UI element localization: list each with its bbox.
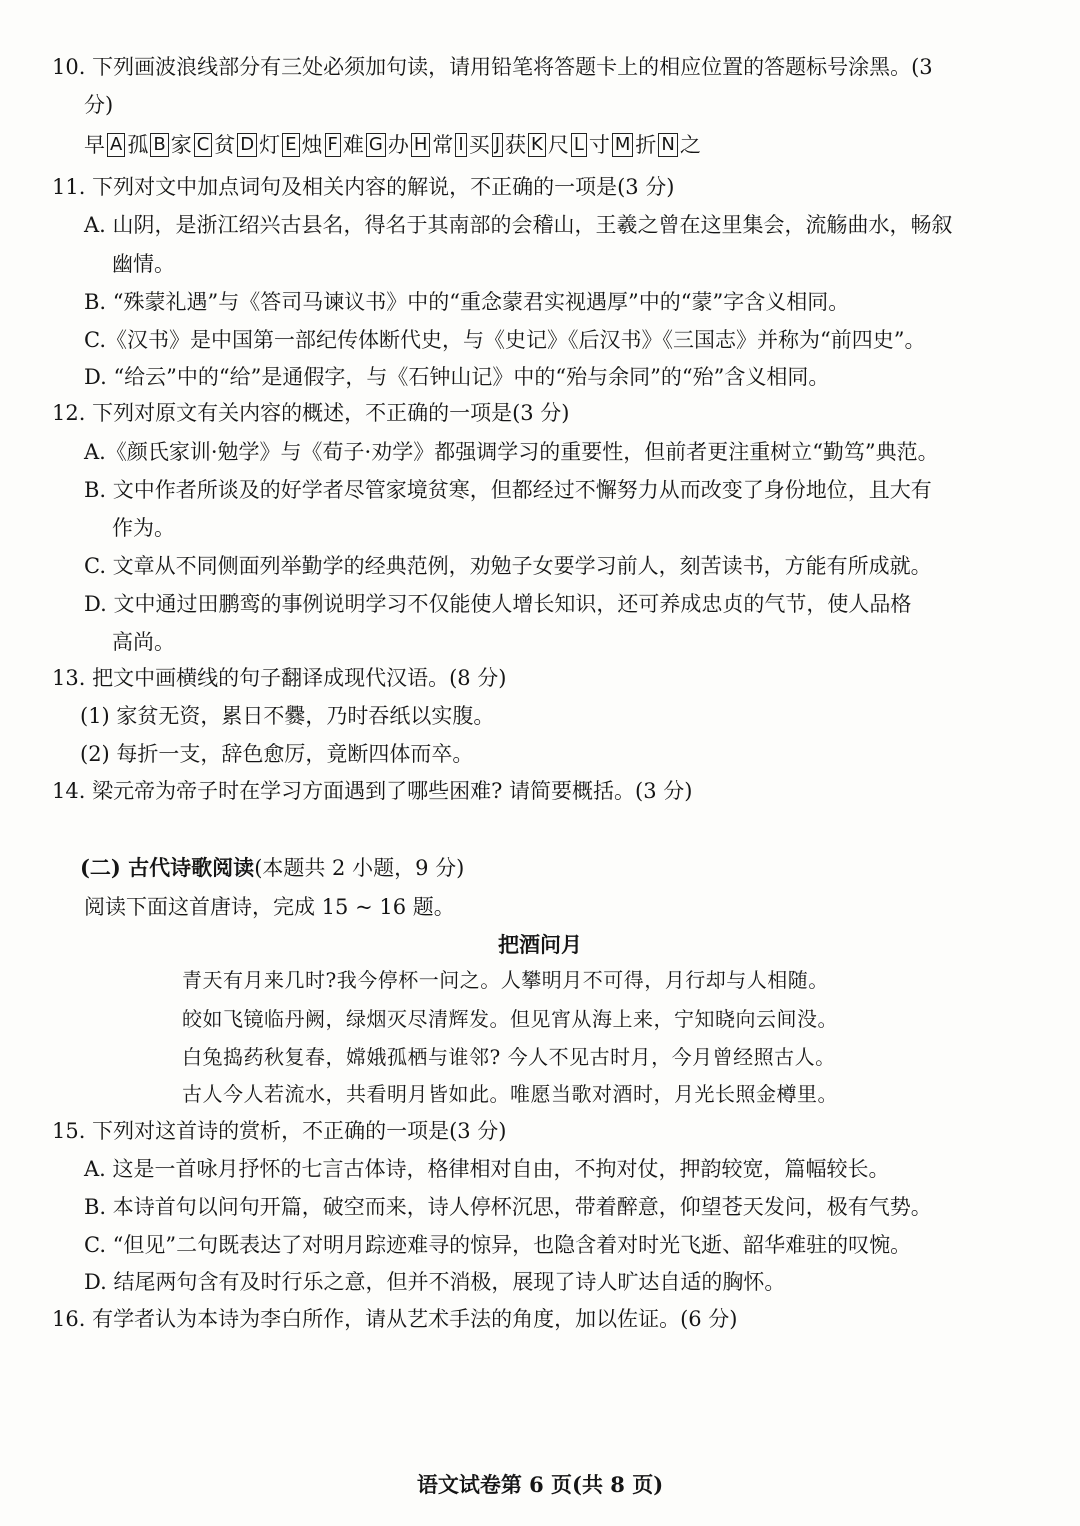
q10-char: 孤 [127,133,149,157]
q10-punctuation-row [84,130,701,160]
q10-box-c[interactable]: C [194,133,213,157]
q10-box-i[interactable]: I [455,133,466,157]
section2-heading-note: (本题共 2 小题，9 分) [254,856,465,880]
q12-option-d: D. 文中通过田鹏鸾的事例说明学习不仅能使人增长知识，还可养成忠贞的气节，使人品格 [84,592,912,616]
q10-char: 寸 [588,133,610,157]
q15-stem: 15. 下列对这首诗的赏析，不正确的一项是(3 分) [52,1119,507,1143]
q10-char: 早 [84,133,105,157]
q11-option-a: A. 山阴，是浙江绍兴古县名，得名于其南部的会稽山，王羲之曾在这里集会，流觞曲水，畅叙 [84,213,953,237]
q10-box-g[interactable]: G [366,133,386,157]
q11-option-b: B. “殊蒙礼遇”与《答司马谏议书》中的“重念蒙君实视遇厚”中的“蒙”字含义相同。 [84,290,850,314]
page-footer: 语文试卷第 6 页(共 8 页) [416,1472,664,1497]
q10-char: 家 [170,133,192,157]
poem-line: 青天有月来几时?我今停杯一问之。人攀明月不可得，月行却与人相随。 [182,968,829,992]
q10-box-f[interactable]: F [325,133,341,157]
q13-sentence-1: (1) 家贫无资，累日不爨，乃时吞纸以实腹。 [80,704,495,728]
section2-heading: (二) 古代诗歌阅读 [80,855,255,880]
q10-box-k[interactable]: K [528,133,546,157]
section2-instruction: 阅读下面这首唐诗，完成 15 ~ 16 题。 [84,895,455,919]
poem-line: 古人今人若流水，共看明月皆如此。唯愿当歌对酒时，月光长照金樽里。 [182,1082,838,1106]
q10-char: 获 [505,133,526,157]
q13-stem: 13. 把文中画横线的句子翻译成现代汉语。(8 分) [52,666,507,690]
q12-option-c: C. 文章从不同侧面列举勤学的经典范例，劝勉子女要学习前人，刻苦读书，方能有所成就。 [84,554,932,578]
q10-char: 之 [679,133,701,157]
q12-option-a: A.《颜氏家训·勉学》与《荀子·劝学》都强调学习的重要性，但前者更注重树立“勤笃”典范。 [84,440,939,464]
q10-char: 买 [468,133,490,157]
q10-box-m[interactable]: M [612,133,634,157]
q10-char: 灯 [259,133,281,157]
q10-char: 烛 [301,133,323,157]
q15-option-d: D. 结尾两句含有及时行乐之意，但并不消极，展现了诗人旷达自适的胸怀。 [84,1270,786,1294]
section2-heading-row [80,853,464,883]
q12-option-b-cont: 作为。 [112,516,175,540]
q10-char: 难 [342,133,364,157]
q11-option-d: D. “给云”中的“给”是通假字，与《石钟山记》中的“殆与余同”的“殆”含义相同。 [84,365,830,389]
q10-char: 折 [635,133,657,157]
q15-option-c: C. “但见”二句既表达了对明月踪迹难寻的惊异，也隐含着对时光飞逝、韶华难驻的叹惋。 [84,1233,912,1257]
q15-option-a: A. 这是一首咏月抒怀的七言古体诗，格律相对自由，不拘对仗，押韵较宽，篇幅较长。 [84,1157,890,1181]
q16-stem: 16. 有学者认为本诗为李白所作，请从艺术手法的角度，加以佐证。(6 分) [52,1307,738,1331]
poem-title: 把酒问月 [498,932,582,957]
q10-box-a[interactable]: A [107,133,125,157]
q11-stem: 11. 下列对文中加点词句及相关内容的解说，不正确的一项是(3 分) [52,175,675,199]
q11-option-c: C.《汉书》是中国第一部纪传体断代史，与《史记》《后汉书》《三国志》并称为“前四史”。 [84,328,926,352]
q10-char: 贫 [214,133,236,157]
q10-char: 常 [432,133,454,157]
q11-option-a-cont: 幽情。 [112,252,175,276]
q15-option-b: B. 本诗首句以问句开篇，破空而来，诗人停杯沉思，带着醉意，仰望苍天发问，极有气势。 [84,1195,932,1219]
q10-char: 尺 [547,133,569,157]
q12-option-d-cont: 高尚。 [112,630,175,654]
q10-box-l[interactable]: L [571,133,587,157]
q10-box-e[interactable]: E [282,133,299,157]
q10-char: 办 [387,133,409,157]
q13-sentence-2: (2) 每折一支，辞色愈厉，竟断四体而卒。 [80,742,474,766]
q10-stem-line1: 10. 下列画波浪线部分有三处必须加句读，请用铅笔将答题卡上的相应位置的答题标号涂黑。(3 [52,55,933,79]
q12-stem: 12. 下列对原文有关内容的概述，不正确的一项是(3 分) [52,401,570,425]
poem-line: 皎如飞镜临丹阙，绿烟灭尽清辉发。但见宵从海上来，宁知晓向云间没。 [182,1007,838,1031]
q10-box-b[interactable]: B [150,133,168,157]
q10-box-h[interactable]: H [411,133,431,157]
q14-stem: 14. 梁元帝为帝子时在学习方面遇到了哪些困难? 请简要概括。(3 分) [52,779,693,803]
poem-line: 白兔捣药秋复春，嫦娥孤栖与谁邻? 今人不见古时月，今月曾经照古人。 [182,1045,836,1069]
q10-box-d[interactable]: D [237,133,257,157]
q10-stem-line2: 分) [84,93,114,117]
q10-box-j[interactable]: J [492,133,503,157]
q12-option-b: B. 文中作者所谈及的好学者尽管家境贫寒，但都经过不懈努力从而改变了身份地位，且大有 [84,478,932,502]
q10-box-n[interactable]: N [658,133,677,157]
